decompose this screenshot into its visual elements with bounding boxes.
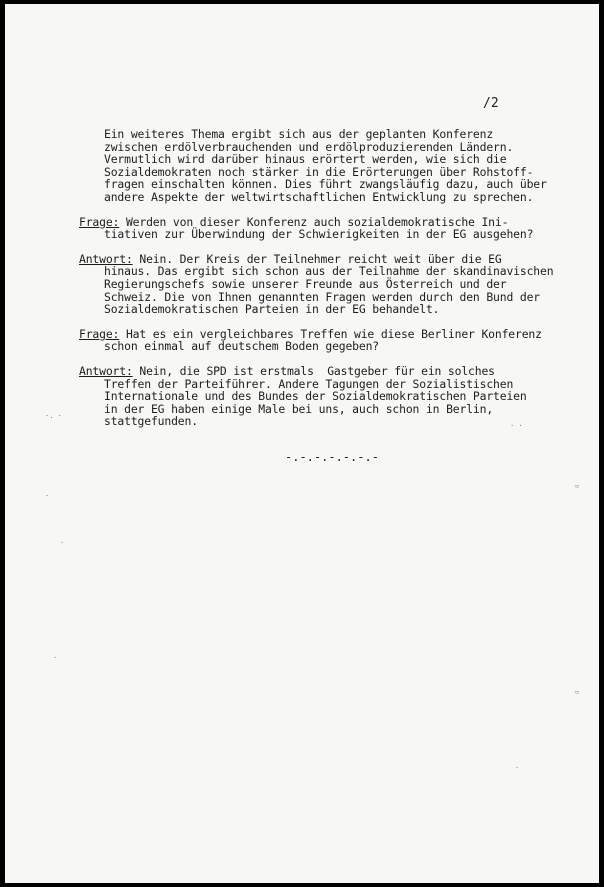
- scan-speck: ·: [45, 492, 50, 500]
- question-block: [79, 216, 589, 241]
- text-line: Werden von dieser Konferenz auch sozialdemokratische Ini-: [119, 214, 509, 229]
- text-line: Regierungschefs sowie unserer Freunde aus Österreich und der: [104, 276, 507, 291]
- question-label: Frage:: [79, 326, 120, 341]
- page-number: /2: [483, 96, 499, 111]
- text-line: Schweiz. Die von Ihnen genannten Fragen werden durch den Bund der: [104, 289, 541, 304]
- text-line: Vermutlich wird darüber hinaus erörtert werden, wie sich die: [104, 152, 507, 167]
- intro-paragraph: [79, 128, 589, 204]
- question-label: Frage:: [79, 214, 120, 229]
- scan-speck: · ·: [510, 422, 523, 430]
- question-block: [79, 328, 589, 353]
- document-body: [79, 128, 589, 428]
- scan-speck: ·: [515, 764, 520, 772]
- text-line: schon einmal auf deutschem Boden gegeben?: [104, 339, 380, 354]
- text-line: Nein. Der Kreis der Teilnehmer reicht weit über die EG: [132, 251, 502, 266]
- answer-block: [79, 365, 589, 428]
- text-line: Treffen der Parteiführer. Andere Tagungen der Sozialistischen: [104, 376, 514, 391]
- text-line: zwischen erdölverbrauchenden und erdölproduzierenden Ländern.: [104, 139, 514, 154]
- text-line: Hat es ein vergleichbares Treffen wie diese Berliner Konferenz: [119, 326, 542, 341]
- text-line: Nein, die SPD ist erstmals Gastgeber für ein solches: [132, 363, 495, 378]
- text-line: andere Aspekte der weltwirtschaftlichen Entwicklung zu sprechen.: [104, 189, 534, 204]
- text-line: Sozialdemokraten noch stärker in die Erörterungen über Rohstoff-: [104, 164, 534, 179]
- text-line: Internationale und des Bundes der Sozialdemokratischen Parteien: [104, 389, 527, 404]
- section-divider: -.-.-.-.-.-.-: [285, 450, 379, 464]
- document-page: [5, 4, 599, 883]
- text-line: hinaus. Das ergibt sich schon aus der Teilnahme der skandinavischen: [104, 264, 554, 279]
- scan-speck: ·. ·: [45, 412, 62, 420]
- answer-block: [79, 253, 589, 316]
- text-line: Sozialdemokratischen Parteien in der EG behandelt.: [104, 302, 440, 317]
- scan-speck: ·: [60, 539, 65, 547]
- scan-speck: ▫: [575, 482, 580, 490]
- text-line: fragen einschalten können. Dies führt zwangsläufig dazu, auch über: [104, 177, 547, 192]
- scan-speck: ·: [53, 654, 58, 662]
- text-line: stattgefunden.: [104, 414, 198, 429]
- text-line: Ein weiteres Thema ergibt sich aus der geplanten Konferenz: [104, 127, 494, 141]
- answer-label: Antwort:: [79, 363, 133, 378]
- scan-speck: ▫: [575, 688, 580, 696]
- text-line: in der EG haben einige Male bei uns, auch schon in Berlin,: [104, 401, 494, 416]
- answer-label: Antwort:: [79, 251, 133, 266]
- text-line: tiativen zur Überwindung der Schwierigkeiten in der EG ausgehen?: [104, 227, 534, 242]
